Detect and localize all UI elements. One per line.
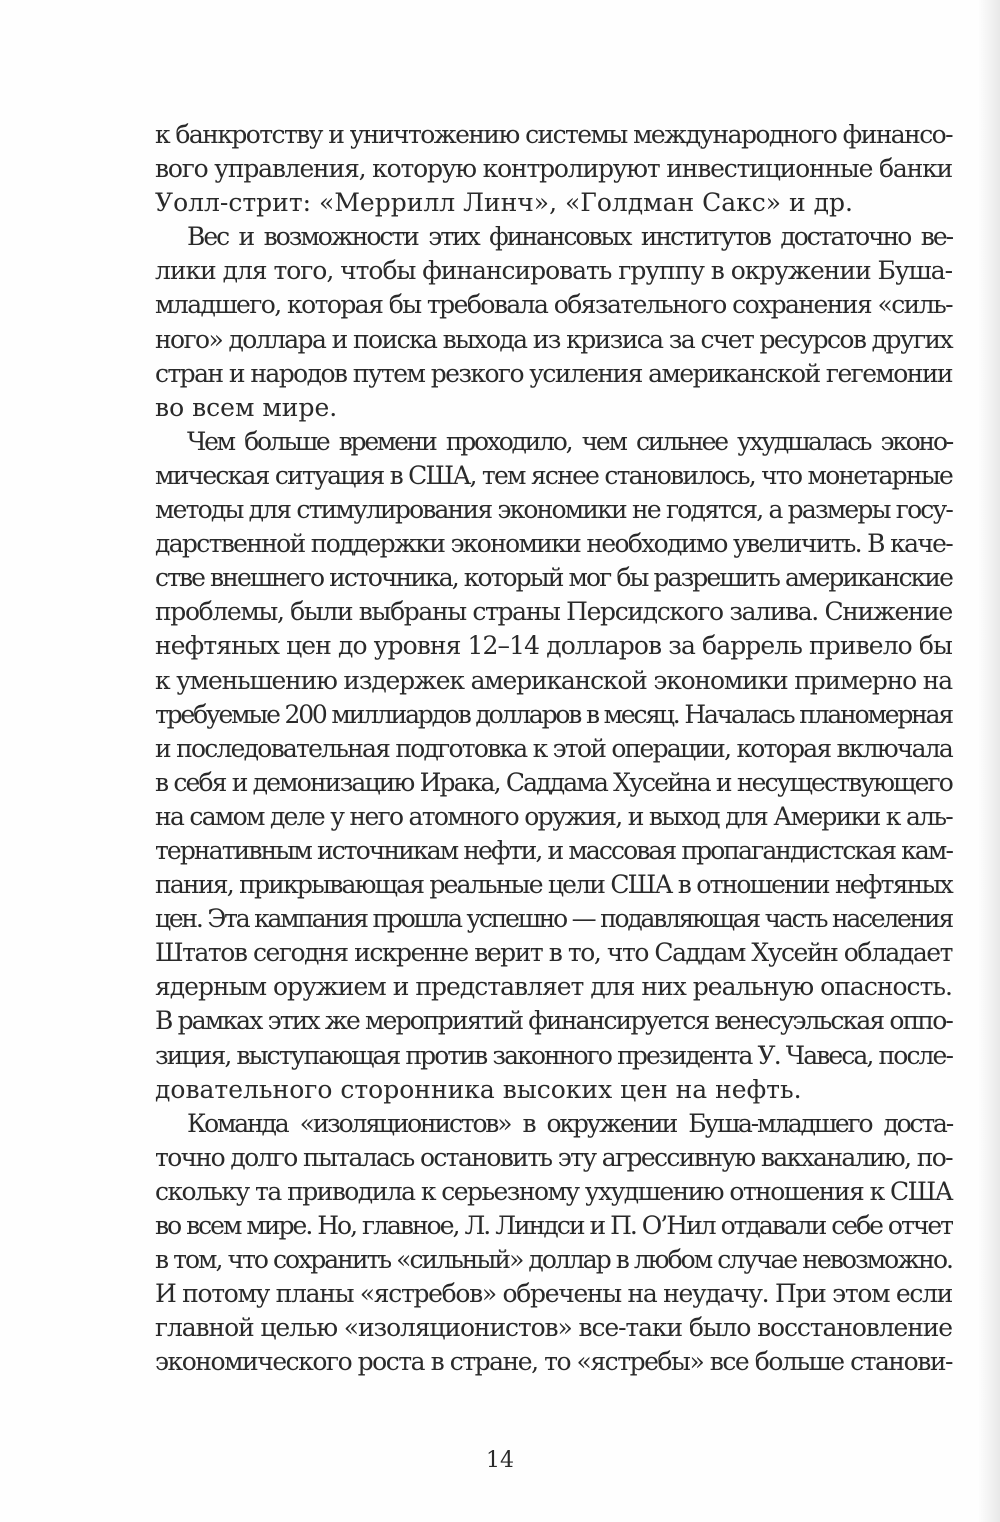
text-line: Чем больше времени проходило, чем сильнее ухудшалась эконо-: [187, 426, 952, 456]
text-line: ного» доллара и поиска выхода из кризиса за счет ресурсов других: [155, 324, 953, 354]
text-line: к банкротству и уничтожению системы международного финансо-: [155, 120, 952, 149]
text-line: в себя и демонизацию Ирака, Саддама Хусейна и несуществующего: [155, 767, 952, 797]
text-line: цен. Эта кампания прошла успешно — подавляющая часть населения: [155, 904, 952, 934]
paragraph: [155, 220, 952, 425]
text-line: тернативным источникам нефти, и массовая пропагандистская кам-: [155, 835, 952, 865]
text-line: ядерным оружием и представляет для них реальную опасность.: [155, 972, 952, 1002]
text-line: требуемые 200 миллиардов долларов в месяц. Началась планомерная: [155, 699, 952, 729]
text-line: стран и народов путем резкого усиления американской гегемонии: [155, 358, 952, 388]
paragraph: [155, 118, 952, 220]
text-line: экономического роста в стране, то «ястребы» все больше станови-: [155, 1347, 952, 1377]
page-edge-shadow: [978, 0, 1000, 1522]
paragraph: [155, 1107, 952, 1380]
body-text: [155, 118, 952, 1379]
text-line: во всем мире. Но, главное, Л. Линдси и П. О’Нил отдавали себе отчет: [155, 1211, 952, 1240]
text-line: точно долго пыталась остановить эту агрессивную вакханалию, по-: [155, 1142, 952, 1172]
text-line: мическая ситуация в США, тем яснее становилось, что монетарные: [155, 460, 952, 490]
text-line: зиция, выступающая против законного президента У. Чавеса, после-: [155, 1040, 952, 1070]
text-line: Вес и возможности этих финансовых институтов достаточно ве-: [187, 222, 952, 252]
text-line: и последовательная подготовка к этой операции, которая включала: [155, 733, 952, 763]
text-line: И потому планы «ястребов» обречены на неудачу. При этом если: [155, 1279, 952, 1309]
text-line: методы для стимулирования экономики не годятся, а размеры госу-: [155, 495, 953, 525]
text-line: В рамках этих же мероприятий финансируется венесуэльская оппо-: [155, 1006, 952, 1036]
text-line: на самом деле у него атомного оружия, и выход для Америки к аль-: [155, 801, 952, 831]
text-line: нефтяных цен до уровня 12–14 долларов за баррель привело бы: [155, 631, 953, 661]
text-line: Команда «изоляционистов» в окружении Буша-младшего доста-: [187, 1108, 952, 1138]
text-line: главной целью «изоляционистов» все-таки было восстановление: [155, 1313, 952, 1343]
text-line: в том, что сохранить «сильный» доллар в любом случае невозможно.: [155, 1245, 953, 1275]
text-line: во всем мире.: [155, 392, 338, 422]
text-line: проблемы, были выбраны страны Персидского залива. Снижение: [155, 597, 952, 627]
text-line: к уменьшению издержек американской экономики примерно на: [155, 665, 952, 695]
paragraph: [155, 425, 952, 1107]
text-line: Штатов сегодня искренне верит в то, что Саддам Хусейн обладает: [155, 938, 952, 968]
text-line: Уолл-стрит: «Меррилл Линч», «Голдман Сакс» и др.: [155, 188, 853, 218]
text-line: довательного сторонника высоких цен на нефть.: [155, 1074, 802, 1104]
page-number: 14: [486, 1448, 514, 1473]
text-line: вого управления, которую контролируют инвестиционные банки: [155, 154, 952, 184]
text-line: младшего, которая бы требовала обязательного сохранения «силь-: [155, 290, 953, 320]
text-line: пания, прикрывающая реальные цели США в отношении нефтяных: [155, 870, 952, 900]
text-line: лики для того, чтобы финансировать группу в окружении Буша-: [155, 256, 952, 286]
text-line: стве внешнего источника, который мог бы разрешить американские: [155, 563, 952, 593]
text-line: дарственной поддержки экономики необходимо увеличить. В каче-: [155, 529, 953, 559]
text-line: скольку та приводила к серьезному ухудшению отношения к США: [155, 1176, 952, 1206]
